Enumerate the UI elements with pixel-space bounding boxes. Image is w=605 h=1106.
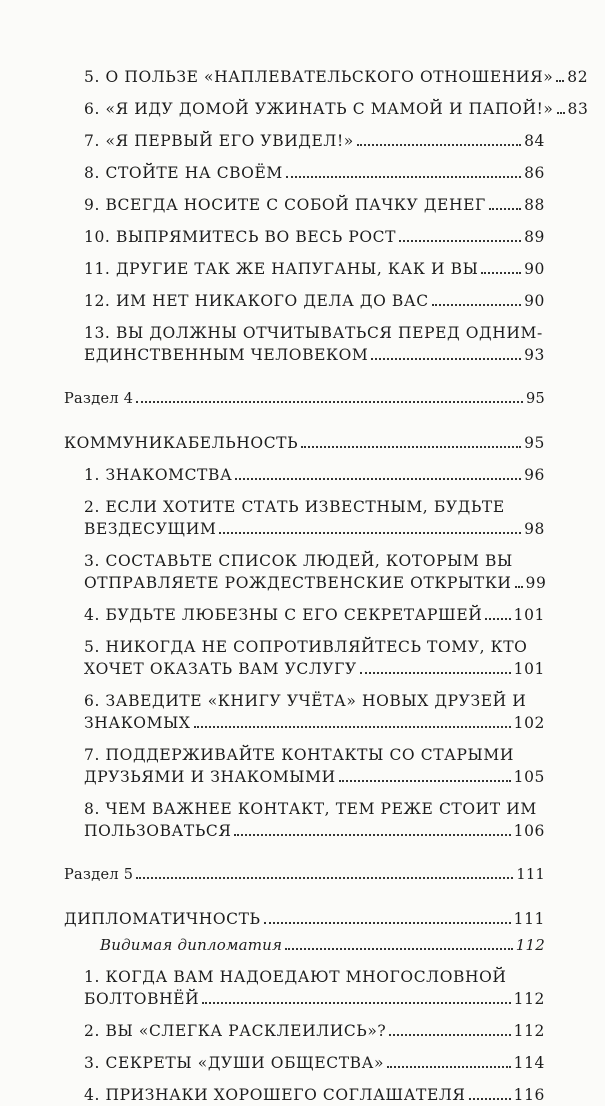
- dot-leader: [136, 877, 513, 879]
- toc-entry-page: 82: [567, 68, 589, 86]
- toc-entry[interactable]: [84, 290, 545, 312]
- toc-entry-page: 111: [516, 867, 545, 883]
- toc-entry-title: 4. ПРИЗНАКИ ХОРОШЕГО СОГЛАШАТЕЛЯ: [84, 1086, 466, 1104]
- dot-leader: [136, 401, 523, 403]
- toc-entry-title: 2. ВЫ «СЛЕГКА РАСКЛЕИЛИСЬ»?: [84, 1022, 387, 1040]
- toc-entry-page: 112: [515, 936, 545, 954]
- toc-entry-page: 90: [524, 292, 545, 310]
- toc-entry[interactable]: [84, 966, 545, 1010]
- dot-leader: [357, 144, 521, 146]
- toc-entry-page: 105: [513, 768, 545, 786]
- toc-chapter-communication[interactable]: [64, 432, 545, 454]
- toc-section-5[interactable]: [64, 864, 545, 886]
- toc-entry-page: 86: [524, 164, 545, 182]
- toc-entry-page: 93: [524, 346, 545, 364]
- toc-entry-title-line1: 7. ПОДДЕРЖИВАЙТЕ КОНТАКТЫ СО СТАРЫМИ: [84, 746, 514, 764]
- dot-leader: [286, 176, 521, 178]
- toc-entry-page: 99: [525, 574, 547, 592]
- toc-entry-title: 12. ИМ НЕТ НИКАКОГО ДЕЛА ДО ВАС: [84, 292, 429, 310]
- toc-entry-title-line1: 5. НИКОГДА НЕ СОПРОТИВЛЯЙТЕСЬ ТОМУ, КТО: [84, 638, 528, 656]
- dot-leader: [481, 272, 521, 274]
- toc-entry[interactable]: [84, 744, 545, 788]
- subheading-title: Видимая дипломатия: [100, 936, 283, 954]
- toc-entry-title-line2: ДРУЗЬЯМИ И ЗНАКОМЫМИ: [84, 768, 336, 786]
- section-title: Раздел 4: [64, 391, 134, 407]
- toc-entry-page: 95: [524, 434, 545, 452]
- dot-leader: [301, 446, 521, 448]
- dot-leader: [360, 672, 511, 674]
- toc-entry-title-line1: 6. ЗАВЕДИТЕ «КНИГУ УЧЁТА» НОВЫХ ДРУЗЕЙ И: [84, 692, 527, 710]
- toc-subheading[interactable]: [84, 934, 545, 956]
- toc-entry-title: 3. СЕКРЕТЫ «ДУШИ ОБЩЕСТВА»: [84, 1054, 385, 1072]
- dot-leader: [234, 834, 510, 836]
- dot-leader: [556, 80, 564, 82]
- toc-entry-page: 111: [513, 910, 545, 928]
- toc-entry-page: 101: [513, 660, 545, 678]
- toc-entry[interactable]: [84, 604, 545, 626]
- dot-leader: [389, 1034, 510, 1036]
- toc-entry-title: 9. ВСЕГДА НОСИТЕ С СОБОЙ ПАЧКУ ДЕНЕГ: [84, 196, 486, 214]
- dot-leader: [202, 1002, 510, 1004]
- dot-leader: [489, 208, 521, 210]
- toc-entry[interactable]: [84, 322, 545, 366]
- dot-leader: [285, 948, 513, 950]
- toc-entry-title: 10. ВЫПРЯМИТЕСЬ ВО ВЕСЬ РОСТ: [84, 228, 397, 246]
- toc-entry[interactable]: [84, 550, 545, 594]
- toc-entry-title-line2: ВЕЗДЕСУЩИМ: [84, 520, 217, 538]
- toc-entry[interactable]: [84, 130, 545, 152]
- toc-entry-page: 88: [524, 196, 545, 214]
- toc-entry-title: 4. БУДЬТЕ ЛЮБЕЗНЫ С ЕГО СЕКРЕТАРШЕЙ: [84, 606, 483, 624]
- toc-entry-page: 114: [513, 1054, 545, 1072]
- toc-entry-title-line2: ЕДИНСТВЕННЫМ ЧЕЛОВЕКОМ: [84, 346, 369, 364]
- toc-entry-page: 83: [567, 100, 589, 118]
- toc-entry-title: 11. ДРУГИЕ ТАК ЖЕ НАПУГАНЫ, КАК И ВЫ: [84, 260, 479, 278]
- toc-entry[interactable]: [84, 464, 545, 486]
- dot-leader: [339, 780, 511, 782]
- toc-entry-title-line2: ХОЧЕТ ОКАЗАТЬ ВАМ УСЛУГУ: [84, 660, 357, 678]
- toc-entry-title: 8. СТОЙТЕ НА СВОЁМ: [84, 164, 283, 182]
- toc-entry-title-line2: ПОЛЬЗОВАТЬСЯ: [84, 822, 232, 840]
- toc-entry-page: 102: [513, 714, 545, 732]
- dot-leader: [371, 358, 521, 360]
- toc-entry-title: 7. «Я ПЕРВЫЙ ЕГО УВИДЕЛ!»: [84, 132, 354, 150]
- chapter-title: ДИПЛОМАТИЧНОСТЬ: [64, 910, 261, 928]
- toc-entry-page: 112: [513, 990, 545, 1008]
- toc-entry-title-line2: ЗНАКОМЫХ: [84, 714, 191, 732]
- toc-entry[interactable]: [84, 1052, 545, 1074]
- dot-leader: [557, 112, 565, 114]
- dot-leader: [469, 1098, 511, 1100]
- toc-entry-page: 84: [524, 132, 545, 150]
- toc-entry-title-line2: БОЛТОВНЁЙ: [84, 990, 200, 1008]
- toc-entry[interactable]: [84, 258, 545, 280]
- toc-entry-title: 6. «Я ИДУ ДОМОЙ УЖИНАТЬ С МАМОЙ И ПАПОЙ!»: [84, 100, 554, 118]
- toc-entry[interactable]: [84, 636, 545, 680]
- toc-entry-title-line2: ОТПРАВЛЯЕТЕ РОЖДЕСТВЕНСКИЕ ОТКРЫТКИ: [84, 574, 512, 592]
- toc-entry[interactable]: [84, 226, 545, 248]
- toc-entry-page: 89: [524, 228, 545, 246]
- dot-leader: [387, 1066, 511, 1068]
- dot-leader: [432, 304, 521, 306]
- toc-entry[interactable]: [84, 162, 545, 184]
- toc-entry-title-line1: 3. СОСТАВЬТЕ СПИСОК ЛЮДЕЙ, КОТОРЫМ ВЫ: [84, 552, 513, 570]
- toc-entry-page: 116: [513, 1086, 545, 1104]
- toc-entry-page: 112: [513, 1022, 545, 1040]
- dot-leader: [264, 922, 511, 924]
- toc-entry-title-line1: 2. ЕСЛИ ХОТИТЕ СТАТЬ ИЗВЕСТНЫМ, БУДЬТЕ: [84, 498, 505, 516]
- toc-entry[interactable]: [84, 1084, 545, 1106]
- toc-entry-title-line1: 8. ЧЕМ ВАЖНЕЕ КОНТАКТ, ТЕМ РЕЖЕ СТОИТ ИМ: [84, 800, 537, 818]
- dot-leader: [399, 240, 521, 242]
- dot-leader: [219, 532, 521, 534]
- toc-entry-title: 1. ЗНАКОМСТВА: [84, 466, 233, 484]
- toc-entry-title-line1: 13. ВЫ ДОЛЖНЫ ОТЧИТЫВАТЬСЯ ПЕРЕД ОДНИМ-: [84, 324, 543, 342]
- toc-entry[interactable]: [84, 496, 545, 540]
- section-title: Раздел 5: [64, 867, 134, 883]
- toc-entry-title: 5. О ПОЛЬЗЕ «НАПЛЕВАТЕЛЬСКОГО ОТНОШЕНИЯ»: [84, 68, 554, 86]
- toc-entry-page: 96: [524, 466, 545, 484]
- toc-entry[interactable]: [84, 1020, 545, 1042]
- toc-entry-page: 101: [513, 606, 545, 624]
- toc-entry-page: 98: [524, 520, 545, 538]
- toc-entry-page: 106: [513, 822, 545, 840]
- dot-leader: [485, 618, 510, 620]
- toc-section-4[interactable]: [64, 388, 545, 410]
- toc-chapter-diplomacy[interactable]: [64, 908, 545, 930]
- dot-leader: [194, 726, 511, 728]
- toc-entry[interactable]: [84, 194, 545, 216]
- toc-entry-page: 95: [525, 391, 545, 407]
- toc-entry[interactable]: [84, 798, 545, 842]
- toc-entry-page: 90: [524, 260, 545, 278]
- dot-leader: [515, 586, 523, 588]
- toc-entry[interactable]: [84, 690, 545, 734]
- toc-entry-title-line1: 1. КОГДА ВАМ НАДОЕДАЮТ МНОГОСЛОВНОЙ: [84, 968, 507, 986]
- toc-entry[interactable]: [84, 66, 589, 88]
- dot-leader: [235, 478, 521, 480]
- chapter-title: КОММУНИКАБЕЛЬНОСТЬ: [64, 434, 299, 452]
- toc-entry[interactable]: [84, 98, 589, 120]
